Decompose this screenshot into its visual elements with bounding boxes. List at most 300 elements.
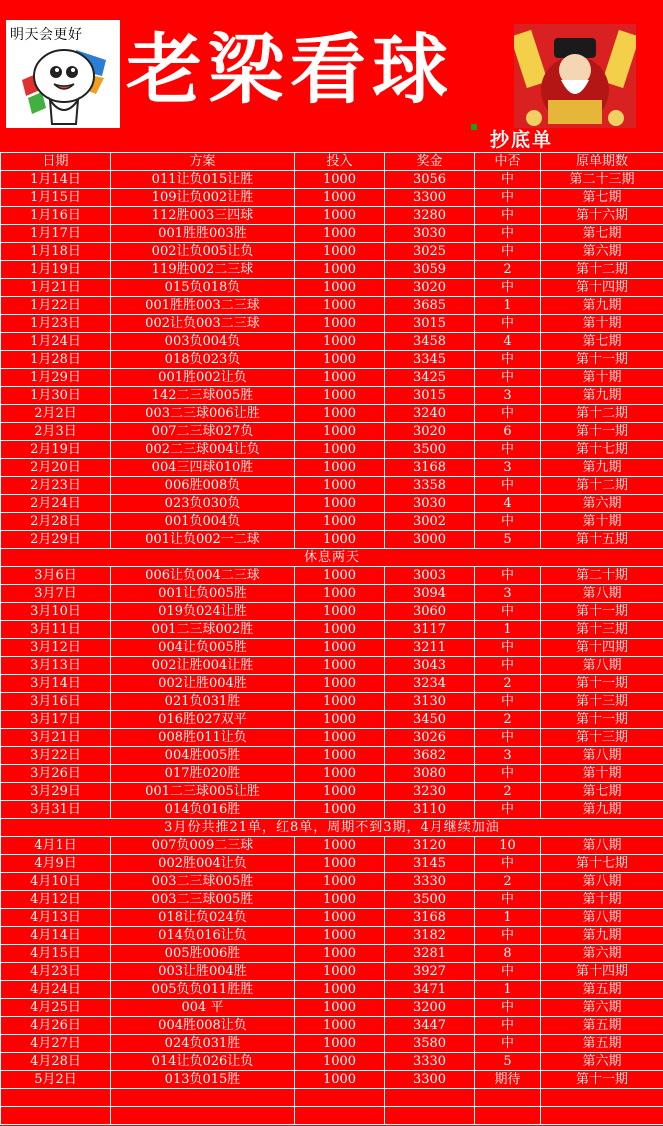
cell-date: 3月6日 (1, 567, 111, 585)
cell-plan: 001胜胜003胜 (111, 225, 295, 243)
cell-hit: 3 (475, 585, 541, 603)
table-row (1, 1017, 663, 1035)
cell-hit: 2 (475, 675, 541, 693)
cell-date: 4月15日 (1, 945, 111, 963)
cell-plan: 004让负005胜 (111, 639, 295, 657)
cell-date: 4月23日 (1, 963, 111, 981)
cell-stake: 1000 (295, 873, 385, 891)
cell-period: 第十期 (541, 513, 663, 531)
cell-hit: 中 (475, 927, 541, 945)
cell-prize: 3000 (385, 531, 475, 549)
cell-stake: 1000 (295, 315, 385, 333)
cell-date: 1月23日 (1, 315, 111, 333)
cell-prize: 3500 (385, 441, 475, 459)
cell-prize: 3685 (385, 297, 475, 315)
note-row (1, 819, 663, 837)
cell-prize (385, 1107, 475, 1125)
cell-hit: 中 (475, 477, 541, 495)
cell-date: 2月28日 (1, 513, 111, 531)
table-body (1, 171, 663, 1125)
cell-period (541, 1107, 663, 1125)
cell-plan: 005胜006胜 (111, 945, 295, 963)
cell-prize: 3450 (385, 711, 475, 729)
note-row (1, 549, 663, 567)
table-row (1, 675, 663, 693)
cell-date: 2月3日 (1, 423, 111, 441)
cell-hit: 中 (475, 513, 541, 531)
cell-plan: 003负004负 (111, 333, 295, 351)
cell-period: 第九期 (541, 801, 663, 819)
cell-plan: 001二三球005让胜 (111, 783, 295, 801)
cell-period: 第十一期 (541, 603, 663, 621)
cell-plan: 007负009二三球 (111, 837, 295, 855)
cell-date: 1月29日 (1, 369, 111, 387)
cell-plan: 014负016让负 (111, 927, 295, 945)
cell-plan: 018让负024负 (111, 909, 295, 927)
table-row (1, 729, 663, 747)
cell-hit: 中 (475, 351, 541, 369)
cell-hit: 中 (475, 729, 541, 747)
cell-hit: 中 (475, 171, 541, 189)
cell-hit: 1 (475, 909, 541, 927)
cell-stake: 1000 (295, 297, 385, 315)
cell-hit: 3 (475, 459, 541, 477)
cell-plan: 001负004负 (111, 513, 295, 531)
cell-plan: 004胜008让负 (111, 1017, 295, 1035)
table-row (1, 711, 663, 729)
cell-plan: 001让负005胜 (111, 585, 295, 603)
table-row (1, 837, 663, 855)
cell-prize: 3120 (385, 837, 475, 855)
cell-period: 第九期 (541, 387, 663, 405)
cell-plan: 024负031胜 (111, 1035, 295, 1053)
cell-hit: 中 (475, 567, 541, 585)
table-row (1, 909, 663, 927)
cell-plan: 003二三球006让胜 (111, 405, 295, 423)
table-row (1, 477, 663, 495)
cell-prize: 3281 (385, 945, 475, 963)
cell-date: 1月22日 (1, 297, 111, 315)
cell-plan: 001二三球002胜 (111, 621, 295, 639)
sub-title: 抄底单 (490, 129, 554, 151)
cell-period: 第十三期 (541, 729, 663, 747)
cell-hit: 4 (475, 333, 541, 351)
cell-plan: 002胜004让负 (111, 855, 295, 873)
cell-prize: 3682 (385, 747, 475, 765)
cell-date: 1月21日 (1, 279, 111, 297)
cell-stake: 1000 (295, 171, 385, 189)
table-row (1, 567, 663, 585)
col-header-date: 日期 (1, 153, 111, 171)
cell-period: 第七期 (541, 333, 663, 351)
table-row (1, 765, 663, 783)
records-table (0, 152, 663, 1125)
table-row (1, 423, 663, 441)
cell-period: 第九期 (541, 459, 663, 477)
brand-title: 老梁看球 (126, 25, 454, 114)
cell-period: 第二十三期 (541, 171, 663, 189)
table-row (1, 513, 663, 531)
cell-date: 4月28日 (1, 1053, 111, 1071)
cell-period: 第十一期 (541, 711, 663, 729)
cell-plan: 006胜008负 (111, 477, 295, 495)
cell-period: 第十四期 (541, 963, 663, 981)
cell-date: 3月12日 (1, 639, 111, 657)
cell-plan: 019负024让胜 (111, 603, 295, 621)
cell-date: 1月14日 (1, 171, 111, 189)
cell-period: 第十一期 (541, 675, 663, 693)
cell-plan: 004三四球010胜 (111, 459, 295, 477)
cell-period: 第五期 (541, 1035, 663, 1053)
cell-prize: 3025 (385, 243, 475, 261)
cell-hit: 中 (475, 855, 541, 873)
cell-period: 第六期 (541, 945, 663, 963)
cell-stake: 1000 (295, 693, 385, 711)
cell-plan: 001让负002一二球 (111, 531, 295, 549)
cell-prize: 3020 (385, 279, 475, 297)
cell-prize: 3447 (385, 1017, 475, 1035)
cell-plan: 011让负015让胜 (111, 171, 295, 189)
cell-stake: 1000 (295, 279, 385, 297)
cell-period: 第五期 (541, 981, 663, 999)
cell-stake: 1000 (295, 711, 385, 729)
cell-prize: 3211 (385, 639, 475, 657)
cell-prize: 3015 (385, 387, 475, 405)
cell-period: 第八期 (541, 657, 663, 675)
cell-prize: 3182 (385, 927, 475, 945)
table-row (1, 297, 663, 315)
cell-stake: 1000 (295, 513, 385, 531)
table-row (1, 999, 663, 1017)
cell-hit: 中 (475, 1035, 541, 1053)
cell-hit: 中 (475, 891, 541, 909)
cell-date: 4月10日 (1, 873, 111, 891)
cell-prize: 3020 (385, 423, 475, 441)
cell-stake: 1000 (295, 927, 385, 945)
cell-date: 3月17日 (1, 711, 111, 729)
cell-prize: 3145 (385, 855, 475, 873)
cell-stake (295, 1107, 385, 1125)
cell-hit: 中 (475, 189, 541, 207)
note-text: 休息两天 (1, 549, 663, 567)
cell-hit: 2 (475, 873, 541, 891)
cell-prize: 3002 (385, 513, 475, 531)
table-row (1, 657, 663, 675)
table-row (1, 639, 663, 657)
cell-prize (385, 1089, 475, 1107)
table-row (1, 783, 663, 801)
cell-hit: 中 (475, 315, 541, 333)
god-of-wealth-image (514, 24, 636, 128)
cell-prize: 3130 (385, 693, 475, 711)
cell-period: 第九期 (541, 927, 663, 945)
cell-hit: 3 (475, 387, 541, 405)
header (0, 0, 663, 152)
cell-period: 第十一期 (541, 423, 663, 441)
cell-stake: 1000 (295, 621, 385, 639)
cell-prize: 3080 (385, 765, 475, 783)
cell-date: 4月27日 (1, 1035, 111, 1053)
cell-prize: 3240 (385, 405, 475, 423)
cell-stake: 1000 (295, 189, 385, 207)
cell-date: 3月29日 (1, 783, 111, 801)
cell-plan: 005负负011胜胜 (111, 981, 295, 999)
cell-period: 第十二期 (541, 405, 663, 423)
cell-prize: 3580 (385, 1035, 475, 1053)
cell-hit: 中 (475, 405, 541, 423)
cell-hit: 中 (475, 369, 541, 387)
cell-prize: 3280 (385, 207, 475, 225)
cell-date: 3月16日 (1, 693, 111, 711)
green-dot (471, 124, 477, 130)
cell-hit: 中 (475, 801, 541, 819)
table-row (1, 1089, 663, 1107)
table-row (1, 315, 663, 333)
cell-hit: 中 (475, 225, 541, 243)
cell-stake: 1000 (295, 603, 385, 621)
cell-date: 3月10日 (1, 603, 111, 621)
cell-prize: 3003 (385, 567, 475, 585)
cell-date: 2月20日 (1, 459, 111, 477)
table-row (1, 387, 663, 405)
cell-plan: 017胜020胜 (111, 765, 295, 783)
cell-prize: 3026 (385, 729, 475, 747)
table-row (1, 207, 663, 225)
cell-period: 第十期 (541, 369, 663, 387)
cell-prize: 3110 (385, 801, 475, 819)
table-row (1, 927, 663, 945)
table-row (1, 459, 663, 477)
cell-plan (111, 1107, 295, 1125)
table-row (1, 333, 663, 351)
cell-period: 第十二期 (541, 261, 663, 279)
table-row (1, 873, 663, 891)
table-row (1, 963, 663, 981)
cell-prize: 3200 (385, 999, 475, 1017)
cell-period: 第十六期 (541, 207, 663, 225)
table-row (1, 1035, 663, 1053)
cell-prize: 3358 (385, 477, 475, 495)
cell-prize: 3015 (385, 315, 475, 333)
cell-stake: 1000 (295, 765, 385, 783)
cell-hit: 4 (475, 495, 541, 513)
cell-stake: 1000 (295, 405, 385, 423)
cell-prize: 3168 (385, 909, 475, 927)
logo (6, 20, 120, 128)
cell-stake: 1000 (295, 243, 385, 261)
cell-date: 1月24日 (1, 333, 111, 351)
cell-period: 第八期 (541, 585, 663, 603)
cell-period: 第十五期 (541, 531, 663, 549)
cell-hit: 中 (475, 963, 541, 981)
cell-hit: 2 (475, 783, 541, 801)
cell-stake: 1000 (295, 225, 385, 243)
note-text: 3月份共推21单，红8单，周期不到3期，4月继续加油 (1, 819, 663, 837)
cell-date: 4月12日 (1, 891, 111, 909)
cell-plan: 002让胜004胜 (111, 675, 295, 693)
cell-stake: 1000 (295, 333, 385, 351)
cell-hit: 3 (475, 747, 541, 765)
cell-stake: 1000 (295, 441, 385, 459)
cell-hit: 5 (475, 531, 541, 549)
cell-date (1, 1107, 111, 1125)
cell-date: 2月24日 (1, 495, 111, 513)
table-row (1, 747, 663, 765)
cell-stake: 1000 (295, 783, 385, 801)
cell-hit: 中 (475, 639, 541, 657)
cell-stake: 1000 (295, 369, 385, 387)
col-header-hit: 中否 (475, 153, 541, 171)
cell-plan: 015负018负 (111, 279, 295, 297)
table-row (1, 1107, 663, 1125)
cell-prize: 3030 (385, 495, 475, 513)
cell-plan: 142二三球005胜 (111, 387, 295, 405)
cell-period: 第二十期 (541, 567, 663, 585)
cell-stake: 1000 (295, 495, 385, 513)
cell-prize: 3345 (385, 351, 475, 369)
table-row (1, 369, 663, 387)
cell-prize: 3117 (385, 621, 475, 639)
cell-prize: 3330 (385, 1053, 475, 1071)
cell-period: 第八期 (541, 909, 663, 927)
cell-stake: 1000 (295, 207, 385, 225)
cell-stake (295, 1089, 385, 1107)
col-header-period: 原单期数 (541, 153, 663, 171)
table-row (1, 603, 663, 621)
cell-date: 2月2日 (1, 405, 111, 423)
cell-period: 第七期 (541, 225, 663, 243)
cell-date: 1月28日 (1, 351, 111, 369)
cell-plan: 007二三球027负 (111, 423, 295, 441)
cell-period: 第八期 (541, 873, 663, 891)
cell-date: 1月30日 (1, 387, 111, 405)
cell-period: 第十一期 (541, 351, 663, 369)
logo-text: 明天会更好 (10, 27, 83, 43)
table-row (1, 351, 663, 369)
cell-hit: 10 (475, 837, 541, 855)
table-row (1, 1053, 663, 1071)
cell-prize: 3425 (385, 369, 475, 387)
cell-date: 3月13日 (1, 657, 111, 675)
cell-hit: 5 (475, 1053, 541, 1071)
cell-date: 2月19日 (1, 441, 111, 459)
cell-period: 第十七期 (541, 855, 663, 873)
table-row (1, 585, 663, 603)
cell-prize: 3471 (385, 981, 475, 999)
col-header-stake: 投入 (295, 153, 385, 171)
cell-date: 3月21日 (1, 729, 111, 747)
table-row (1, 189, 663, 207)
cell-period: 第十期 (541, 315, 663, 333)
cell-period: 第十三期 (541, 693, 663, 711)
table-row (1, 243, 663, 261)
cell-date: 2月23日 (1, 477, 111, 495)
cell-stake: 1000 (295, 531, 385, 549)
cell-plan: 016胜027双平 (111, 711, 295, 729)
cell-prize: 3059 (385, 261, 475, 279)
table-row (1, 1071, 663, 1089)
cell-prize: 3458 (385, 333, 475, 351)
cell-hit: 8 (475, 945, 541, 963)
cell-stake: 1000 (295, 981, 385, 999)
cell-period: 第七期 (541, 189, 663, 207)
cell-stake: 1000 (295, 351, 385, 369)
cell-plan: 004胜005胜 (111, 747, 295, 765)
col-header-prize: 奖金 (385, 153, 475, 171)
cell-plan: 002让负005让负 (111, 243, 295, 261)
cell-stake: 1000 (295, 261, 385, 279)
cell-period (541, 1089, 663, 1107)
cell-hit: 中 (475, 603, 541, 621)
cell-period: 第十期 (541, 891, 663, 909)
cell-date: 1月18日 (1, 243, 111, 261)
cell-stake: 1000 (295, 639, 385, 657)
table-row (1, 981, 663, 999)
cell-stake: 1000 (295, 999, 385, 1017)
cell-date (1, 1089, 111, 1107)
cell-period: 第六期 (541, 1053, 663, 1071)
cell-hit: 2 (475, 711, 541, 729)
table-row (1, 225, 663, 243)
table-row (1, 171, 663, 189)
cell-period: 第八期 (541, 837, 663, 855)
table-row (1, 693, 663, 711)
cell-date: 4月25日 (1, 999, 111, 1017)
cell-prize: 3230 (385, 783, 475, 801)
cell-date: 3月26日 (1, 765, 111, 783)
cell-date: 1月17日 (1, 225, 111, 243)
cell-hit: 6 (475, 423, 541, 441)
cell-period: 第九期 (541, 297, 663, 315)
cell-date: 4月26日 (1, 1017, 111, 1035)
cell-date: 1月16日 (1, 207, 111, 225)
cell-stake: 1000 (295, 477, 385, 495)
cell-hit: 中 (475, 1017, 541, 1035)
cell-hit: 1 (475, 981, 541, 999)
cell-plan: 119胜002二三球 (111, 261, 295, 279)
cell-plan: 003二三球005胜 (111, 873, 295, 891)
cell-date: 4月14日 (1, 927, 111, 945)
cell-prize: 3300 (385, 1071, 475, 1089)
cell-prize: 3056 (385, 171, 475, 189)
cell-hit: 中 (475, 765, 541, 783)
cell-period: 第十四期 (541, 639, 663, 657)
cell-date: 3月31日 (1, 801, 111, 819)
cell-plan: 001胜胜003二三球 (111, 297, 295, 315)
cell-date: 4月24日 (1, 981, 111, 999)
cell-hit: 1 (475, 621, 541, 639)
cell-stake: 1000 (295, 1053, 385, 1071)
cell-plan: 003让胜004胜 (111, 963, 295, 981)
table-row (1, 531, 663, 549)
cell-hit (475, 1089, 541, 1107)
cell-date: 3月22日 (1, 747, 111, 765)
table-row (1, 495, 663, 513)
cell-stake: 1000 (295, 1071, 385, 1089)
mascot-icon (6, 20, 120, 128)
cell-stake: 1000 (295, 963, 385, 981)
cell-prize: 3043 (385, 657, 475, 675)
cell-prize: 3330 (385, 873, 475, 891)
cell-plan: 023负030负 (111, 495, 295, 513)
cell-stake: 1000 (295, 729, 385, 747)
cell-date: 3月7日 (1, 585, 111, 603)
cell-period: 第五期 (541, 1017, 663, 1035)
cell-hit: 中 (475, 243, 541, 261)
cell-date: 4月9日 (1, 855, 111, 873)
cell-date: 3月14日 (1, 675, 111, 693)
cell-hit: 中 (475, 999, 541, 1017)
